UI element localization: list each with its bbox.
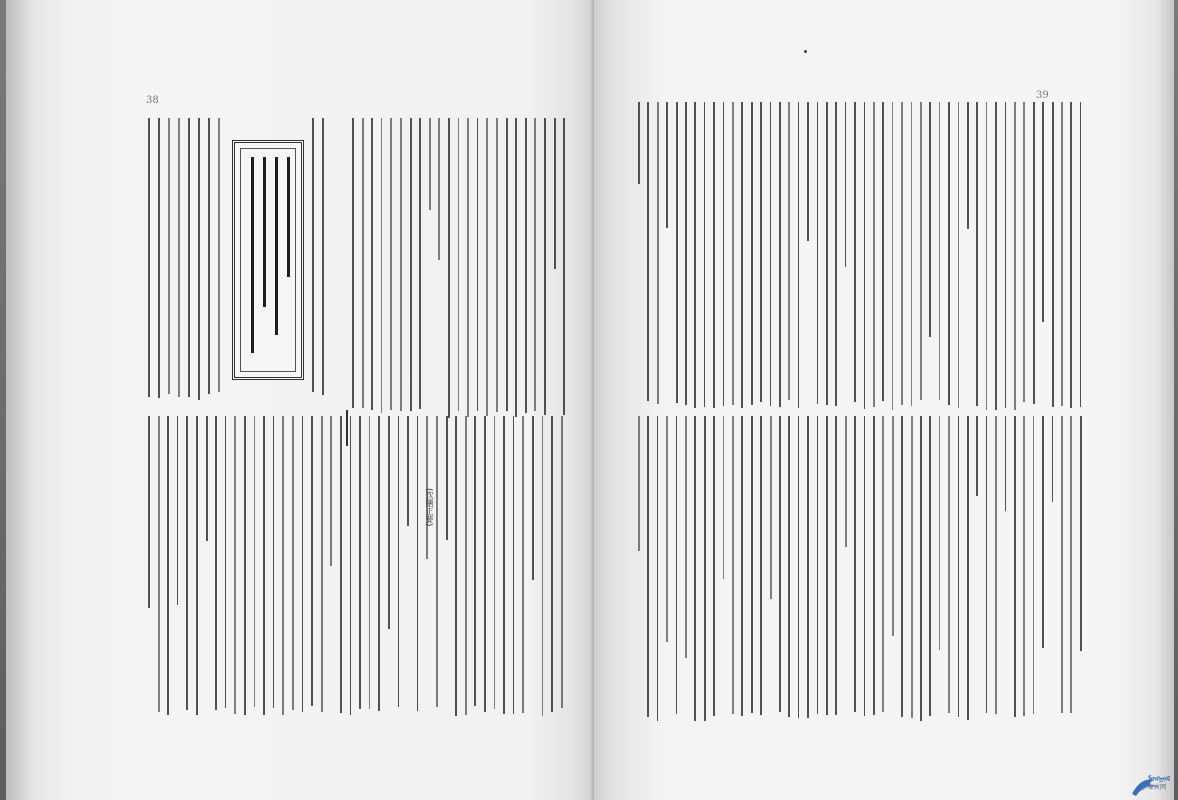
script-column bbox=[751, 416, 753, 713]
script-column bbox=[892, 102, 894, 410]
script-column bbox=[939, 102, 941, 400]
script-column bbox=[263, 416, 265, 715]
script-column bbox=[302, 416, 304, 712]
script-column bbox=[685, 416, 687, 658]
script-column bbox=[371, 118, 373, 410]
script-column bbox=[929, 102, 931, 337]
script-column bbox=[1052, 416, 1054, 502]
script-column bbox=[948, 102, 950, 405]
site-brand-text: ᠮᠣᠩᠭᠣᠯ bbox=[1148, 775, 1171, 783]
script-column bbox=[407, 416, 409, 526]
script-column bbox=[1033, 416, 1035, 714]
script-column bbox=[694, 416, 696, 721]
script-column bbox=[995, 416, 997, 714]
script-column bbox=[494, 416, 496, 709]
script-column bbox=[388, 416, 390, 629]
script-column bbox=[206, 416, 208, 541]
script-column bbox=[1023, 416, 1025, 716]
script-column bbox=[995, 102, 997, 410]
script-column bbox=[854, 416, 856, 712]
script-column bbox=[826, 102, 828, 405]
script-column bbox=[760, 102, 762, 402]
script-column bbox=[515, 118, 517, 417]
script-column bbox=[1014, 416, 1016, 717]
script-column bbox=[551, 416, 553, 712]
author-name-mark bbox=[346, 410, 348, 446]
script-column bbox=[178, 118, 180, 397]
left-text-block-top bbox=[146, 118, 226, 400]
script-column bbox=[1005, 416, 1007, 511]
left-text-block-after-title bbox=[310, 118, 328, 400]
script-column bbox=[920, 102, 922, 400]
open-book bbox=[6, 0, 1174, 800]
script-column bbox=[436, 416, 438, 707]
script-column bbox=[554, 118, 556, 269]
script-column bbox=[503, 416, 505, 714]
title-line-4 bbox=[287, 157, 290, 277]
script-column bbox=[467, 118, 469, 417]
script-column bbox=[967, 416, 969, 720]
script-column bbox=[638, 102, 640, 184]
script-column bbox=[666, 102, 668, 228]
title-line-3 bbox=[275, 157, 278, 335]
script-column bbox=[647, 102, 649, 401]
script-column bbox=[676, 102, 678, 403]
script-column bbox=[1014, 102, 1016, 410]
script-column bbox=[234, 416, 236, 714]
script-column bbox=[704, 102, 706, 407]
right-text-block-top bbox=[636, 102, 1088, 410]
script-column bbox=[807, 102, 809, 241]
script-column bbox=[1033, 102, 1035, 404]
script-column bbox=[732, 416, 734, 714]
script-column bbox=[534, 118, 536, 411]
script-column bbox=[1042, 416, 1044, 648]
script-column bbox=[350, 416, 352, 715]
script-column bbox=[522, 416, 524, 713]
page-dot-mark bbox=[804, 50, 807, 53]
script-column bbox=[882, 416, 884, 712]
script-column bbox=[713, 102, 715, 408]
script-column bbox=[419, 118, 421, 409]
script-column bbox=[694, 102, 696, 408]
script-column bbox=[312, 118, 314, 392]
chapter-title-frame bbox=[232, 140, 304, 380]
script-column bbox=[929, 416, 931, 716]
script-column bbox=[465, 416, 467, 715]
script-column bbox=[477, 118, 479, 411]
script-column bbox=[208, 118, 210, 394]
script-column bbox=[448, 118, 450, 418]
script-column bbox=[340, 416, 342, 713]
script-column bbox=[321, 416, 323, 712]
script-column bbox=[901, 416, 903, 717]
script-column bbox=[958, 102, 960, 408]
script-column bbox=[911, 102, 913, 406]
script-column bbox=[486, 118, 488, 416]
script-column bbox=[167, 416, 169, 715]
script-column bbox=[455, 416, 457, 716]
script-column bbox=[474, 416, 476, 706]
script-column bbox=[496, 118, 498, 412]
script-column bbox=[1070, 102, 1072, 408]
script-column bbox=[362, 118, 364, 408]
script-column bbox=[158, 118, 160, 398]
script-column bbox=[352, 118, 354, 408]
script-column bbox=[732, 102, 734, 405]
script-column bbox=[723, 416, 725, 579]
script-column bbox=[779, 102, 781, 407]
script-column bbox=[273, 416, 275, 708]
script-column bbox=[218, 118, 220, 392]
inline-chinese-citation: (饮膳正要) bbox=[425, 488, 434, 527]
script-column bbox=[438, 118, 440, 260]
script-column bbox=[254, 416, 256, 707]
script-column bbox=[817, 102, 819, 404]
script-column bbox=[1005, 102, 1007, 408]
script-column bbox=[911, 416, 913, 718]
script-column bbox=[873, 416, 875, 715]
script-column bbox=[177, 416, 179, 605]
script-column bbox=[741, 102, 743, 408]
script-column bbox=[429, 118, 431, 210]
script-column bbox=[788, 102, 790, 400]
right-page bbox=[594, 0, 1174, 800]
script-column bbox=[400, 118, 402, 411]
script-column bbox=[967, 102, 969, 229]
right-text-block-bottom bbox=[636, 416, 1088, 722]
script-column bbox=[647, 416, 649, 717]
script-column bbox=[1070, 416, 1072, 713]
script-column bbox=[845, 416, 847, 547]
script-column bbox=[1023, 102, 1025, 402]
script-column bbox=[381, 118, 383, 413]
script-column bbox=[845, 102, 847, 267]
script-column bbox=[779, 416, 781, 712]
script-column bbox=[186, 416, 188, 710]
script-column bbox=[1061, 416, 1063, 713]
script-column bbox=[798, 102, 800, 408]
script-column bbox=[704, 416, 706, 721]
script-column bbox=[561, 416, 563, 708]
script-column bbox=[798, 416, 800, 718]
title-line-1 bbox=[251, 157, 254, 353]
script-column bbox=[657, 102, 659, 404]
left-page bbox=[6, 0, 594, 800]
script-column bbox=[939, 416, 941, 650]
script-column bbox=[723, 102, 725, 406]
script-column bbox=[398, 416, 400, 707]
script-column bbox=[835, 416, 837, 715]
script-column bbox=[148, 416, 150, 608]
script-column bbox=[458, 118, 460, 411]
script-column bbox=[410, 118, 412, 411]
left-text-block-bottom bbox=[146, 416, 570, 716]
script-column bbox=[901, 102, 903, 405]
script-column bbox=[311, 416, 313, 706]
right-page-number: 39 bbox=[1036, 90, 1049, 101]
script-column bbox=[542, 416, 544, 716]
script-column bbox=[1080, 416, 1082, 651]
script-column bbox=[873, 102, 875, 407]
script-column bbox=[986, 416, 988, 713]
left-page-number: 38 bbox=[146, 95, 159, 106]
script-column bbox=[359, 416, 361, 709]
script-column bbox=[188, 118, 190, 397]
script-column bbox=[1042, 102, 1044, 322]
script-column bbox=[1052, 102, 1054, 407]
script-column bbox=[148, 118, 150, 397]
script-column bbox=[544, 118, 546, 415]
script-column bbox=[638, 416, 640, 551]
script-column bbox=[676, 416, 678, 714]
script-column bbox=[817, 416, 819, 714]
script-column bbox=[986, 102, 988, 410]
script-column bbox=[666, 416, 668, 642]
site-name-text: 蒙古网 bbox=[1148, 784, 1167, 791]
script-column bbox=[158, 416, 160, 712]
script-column bbox=[685, 102, 687, 405]
script-column bbox=[244, 416, 246, 715]
script-column bbox=[282, 416, 284, 715]
script-column bbox=[390, 118, 392, 410]
left-text-block-right-top bbox=[350, 118, 566, 418]
script-column bbox=[322, 118, 324, 395]
script-column bbox=[751, 102, 753, 405]
script-column bbox=[976, 102, 978, 406]
script-column bbox=[1080, 102, 1082, 407]
script-column bbox=[760, 416, 762, 715]
title-line-2 bbox=[263, 157, 266, 307]
script-column bbox=[563, 118, 565, 415]
script-column bbox=[770, 102, 772, 406]
script-column bbox=[525, 118, 527, 413]
script-column bbox=[807, 416, 809, 718]
script-column bbox=[854, 102, 856, 402]
script-column bbox=[892, 416, 894, 636]
script-column bbox=[948, 416, 950, 713]
script-column bbox=[417, 416, 419, 711]
script-column bbox=[835, 102, 837, 406]
script-column bbox=[198, 118, 200, 400]
script-column bbox=[788, 416, 790, 717]
script-column bbox=[657, 416, 659, 721]
script-column bbox=[770, 416, 772, 599]
script-column bbox=[196, 416, 198, 715]
script-column bbox=[532, 416, 534, 580]
script-column bbox=[292, 416, 294, 710]
script-column bbox=[958, 416, 960, 717]
script-column bbox=[864, 416, 866, 716]
script-column bbox=[741, 416, 743, 716]
script-column bbox=[446, 416, 448, 540]
script-column bbox=[864, 102, 866, 409]
script-column bbox=[378, 416, 380, 711]
script-column bbox=[225, 416, 227, 708]
script-column bbox=[713, 416, 715, 716]
script-column bbox=[920, 416, 922, 721]
script-column bbox=[369, 416, 371, 709]
script-column bbox=[513, 416, 515, 714]
script-column bbox=[1061, 102, 1063, 406]
script-column bbox=[215, 416, 217, 710]
script-column bbox=[882, 102, 884, 401]
script-column bbox=[506, 118, 508, 411]
script-column bbox=[168, 118, 170, 394]
script-column bbox=[330, 416, 332, 566]
script-column bbox=[976, 416, 978, 496]
script-column bbox=[484, 416, 486, 712]
script-column bbox=[826, 416, 828, 715]
